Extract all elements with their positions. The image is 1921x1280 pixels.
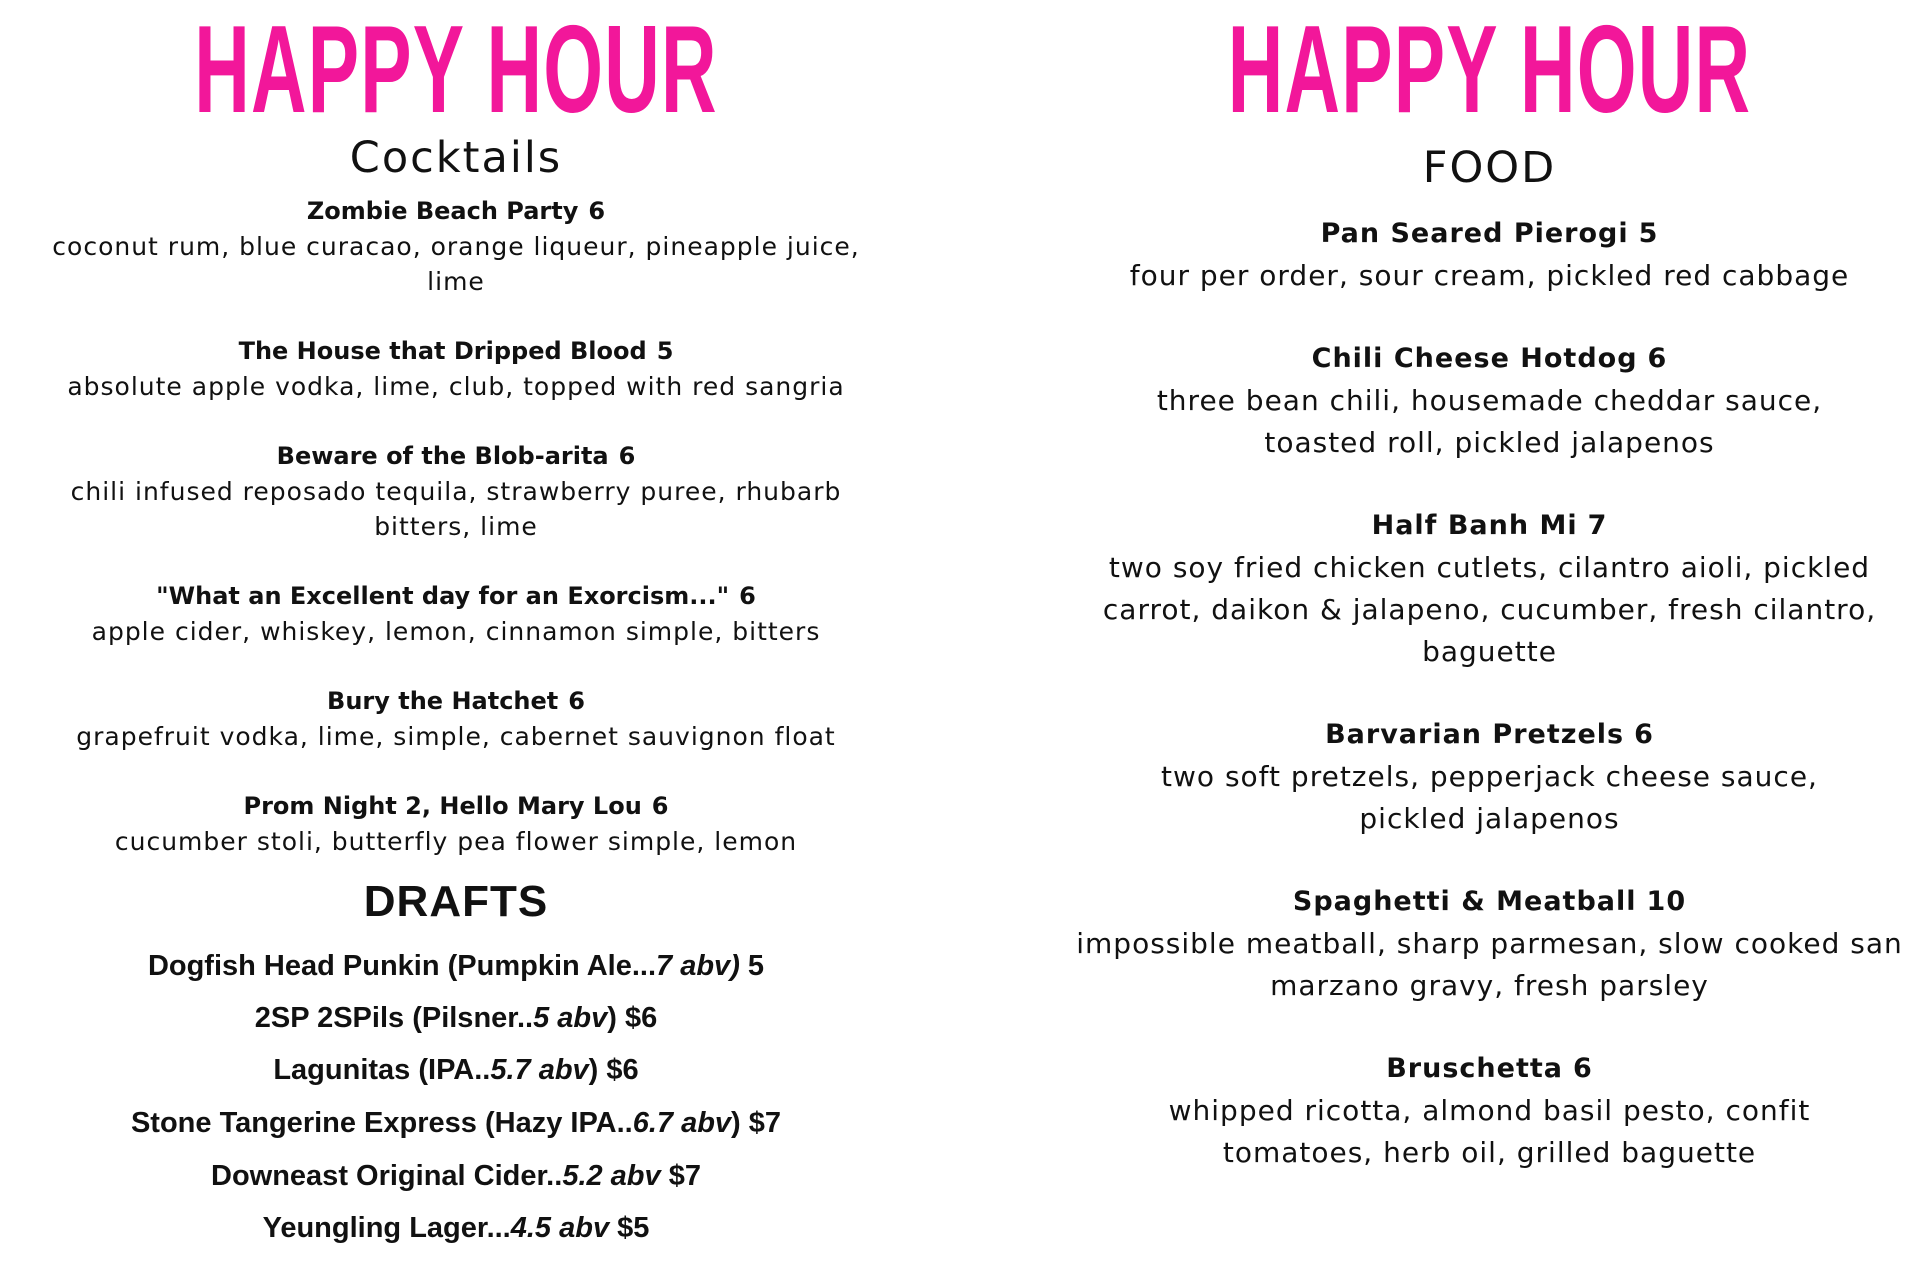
- draft-abv: 5 abv: [533, 1002, 608, 1034]
- cocktail-price: 6: [588, 197, 606, 225]
- food-item: [1058, 714, 1921, 840]
- cocktail-price: 6: [568, 687, 585, 715]
- cocktail-name: "What an Excellent day for an Exorcism...": [156, 582, 730, 610]
- food-item: [1058, 213, 1921, 297]
- cocktail-description: grapefruit vodka, lime, simple, cabernet sauvignon float: [76, 722, 836, 751]
- draft-item: [0, 946, 912, 986]
- food-name: Half Banh Mi: [1371, 510, 1578, 541]
- food-description: four per order, sour cream, pickled red cabbage: [1129, 259, 1850, 292]
- draft-abv: 4.5 abv: [510, 1212, 610, 1244]
- food-description: two soft pretzels, pepperjack cheese sauce, pickled jalapenos: [1161, 760, 1818, 835]
- food-description: two soy fried chicken cutlets, cilantro aioli, pickled carrot, daikon & jalapeno, cucumber, fresh cilantro, baguette: [1102, 551, 1877, 668]
- draft-item: [0, 1208, 912, 1248]
- cocktail-description: apple cider, whiskey, lemon, cinnamon simple, bitters: [91, 617, 821, 646]
- cocktail-description: coconut rum, blue curacao, orange liqueur, pineapple juice, lime: [52, 232, 860, 296]
- draft-price: $5: [609, 1212, 650, 1244]
- drafts-heading: DRAFTS: [363, 877, 549, 926]
- cocktail-price: 6: [651, 792, 669, 820]
- draft-price: ) $6: [588, 1054, 639, 1086]
- food-description: impossible meatball, sharp parmesan, slow cooked san marzano gravy, fresh parsley: [1076, 927, 1903, 1002]
- draft-name: Lagunitas (IPA..: [273, 1054, 491, 1086]
- food-name: Barvarian Pretzels: [1325, 719, 1625, 750]
- draft-price: ) $6: [607, 1002, 658, 1034]
- draft-name: Yeungling Lager...: [262, 1212, 511, 1244]
- cocktail-item: [0, 788, 912, 859]
- cocktail-price: 6: [739, 582, 756, 610]
- draft-abv: 6.7 abv: [632, 1107, 732, 1139]
- food-heading: FOOD: [1422, 143, 1557, 193]
- food-name: Spaghetti & Meatball: [1292, 886, 1637, 917]
- draft-price: 5: [739, 950, 765, 982]
- food-item: [1058, 338, 1921, 464]
- draft-abv: 5.2 abv: [562, 1160, 661, 1192]
- cocktail-name: Zombie Beach Party: [306, 197, 579, 225]
- draft-name: Dogfish Head Punkin (Pumpkin Ale...: [147, 950, 657, 982]
- food-price: 6: [1647, 343, 1668, 374]
- draft-name: Downeast Original Cider..: [211, 1160, 563, 1192]
- food-price: 6: [1572, 1053, 1593, 1084]
- draft-price: $7: [660, 1160, 701, 1192]
- draft-name: Stone Tangerine Express (Hazy IPA..: [130, 1107, 633, 1139]
- cocktail-description: absolute apple vodka, lime, club, topped with red sangria: [67, 372, 845, 401]
- food-description: whipped ricotta, almond basil pesto, confit tomatoes, herb oil, grilled baguette: [1168, 1094, 1811, 1169]
- cocktail-item: [0, 333, 912, 404]
- food-name: Pan Seared Pierogi: [1320, 218, 1629, 249]
- food-description: three bean chili, housemade cheddar sauce, toasted roll, pickled jalapenos: [1156, 384, 1823, 459]
- food-price: 6: [1634, 719, 1654, 750]
- food-name: Chili Cheese Hotdog: [1311, 343, 1638, 374]
- happy-hour-title: HAPPY HOUR: [194, 1, 718, 139]
- happy-hour-title: HAPPY HOUR: [1227, 1, 1752, 139]
- draft-item: [0, 1050, 912, 1090]
- draft-item: [0, 1156, 912, 1196]
- food-name: Bruschetta: [1386, 1053, 1563, 1084]
- cocktail-item: [0, 683, 912, 754]
- draft-item: [0, 998, 912, 1038]
- food-item: [1058, 1048, 1921, 1174]
- draft-item: [0, 1103, 912, 1143]
- cocktail-description: cucumber stoli, butterfly pea flower simple, lemon: [114, 827, 798, 856]
- cocktail-price: 6: [618, 442, 636, 470]
- cocktails-heading: Cocktails: [349, 133, 563, 183]
- cocktail-name: Bury the Hatchet: [327, 687, 559, 715]
- draft-price: ) $7: [731, 1107, 782, 1139]
- food-item: [1058, 505, 1921, 673]
- cocktail-name: Beware of the Blob-arita: [276, 442, 609, 470]
- draft-abv: 7 abv): [656, 950, 740, 982]
- cocktail-name: Prom Night 2, Hello Mary Lou: [243, 792, 642, 820]
- cocktail-name: The House that Dripped Blood: [238, 337, 647, 365]
- food-item: [1058, 881, 1921, 1007]
- cocktail-item: [0, 578, 912, 649]
- food-price: 7: [1587, 510, 1608, 541]
- cocktail-item: [0, 193, 912, 299]
- draft-name: 2SP 2SPils (Pilsner..: [254, 1002, 534, 1034]
- draft-abv: 5.7 abv: [490, 1054, 589, 1086]
- cocktail-price: 5: [656, 337, 674, 365]
- cocktail-description: chili infused reposado tequila, strawberry puree, rhubarb bitters, lime: [70, 477, 842, 541]
- food-price: 5: [1638, 218, 1659, 249]
- food-price: 10: [1646, 886, 1687, 917]
- cocktail-item: [0, 438, 912, 544]
